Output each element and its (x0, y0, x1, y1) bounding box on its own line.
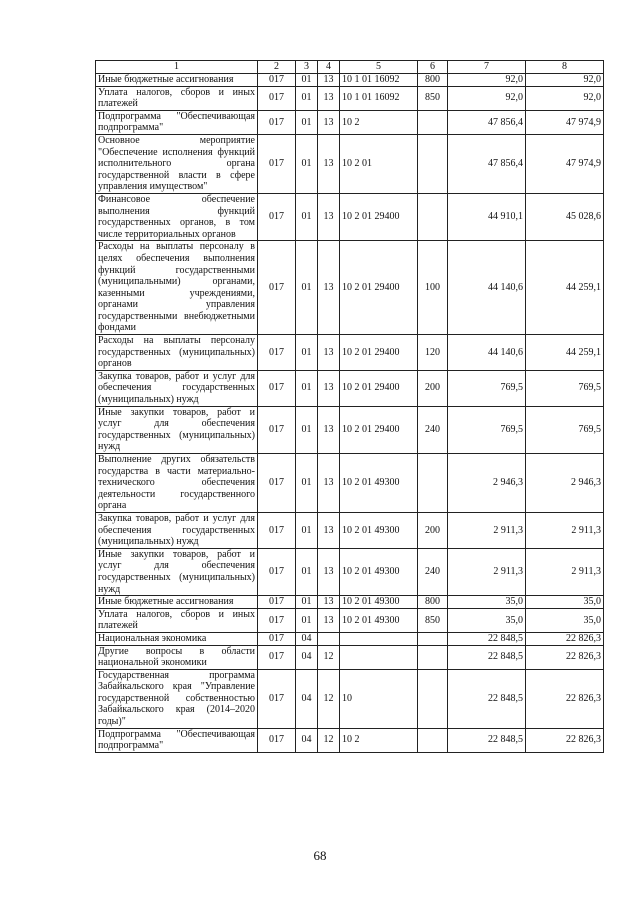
cell-subsection: 13 (318, 548, 340, 595)
cell-target-article (340, 645, 418, 669)
cell-target-article: 10 2 01 49300 (340, 596, 418, 609)
row-description: Иные закупки товаров, работ и услуг для обеспечения государственных (муниципальных) нужд (96, 406, 258, 453)
cell-expense-type: 200 (418, 370, 448, 406)
cell-section: 01 (296, 193, 318, 240)
cell-admin-code: 017 (258, 596, 296, 609)
cell-section: 01 (296, 548, 318, 595)
cell-expense-type: 120 (418, 335, 448, 371)
page-number: 68 (313, 848, 327, 863)
cell-expense-type (418, 193, 448, 240)
row-description: Расходы на выплаты персоналу в целях обеспечения выполнения функций государственными (муниципальными) органами, казенными учреждениями, органами управления государственными внебюджетными фондами (96, 241, 258, 335)
cell-amount-year-2: 92,0 (526, 74, 604, 87)
cell-admin-code: 017 (258, 241, 296, 335)
row-description: Подпрограмма "Обеспечивающая подпрограмма" (96, 110, 258, 134)
cell-expense-type (418, 134, 448, 193)
cell-amount-year-2: 47 974,9 (526, 134, 604, 193)
table-row (96, 370, 604, 406)
cell-admin-code: 017 (258, 645, 296, 669)
header-cell: 5 (340, 61, 418, 74)
cell-amount-year-2: 769,5 (526, 406, 604, 453)
cell-target-article: 10 2 01 49300 (340, 512, 418, 548)
cell-admin-code: 017 (258, 512, 296, 548)
cell-admin-code: 017 (258, 86, 296, 110)
cell-target-article: 10 2 01 49300 (340, 608, 418, 632)
cell-expense-type (418, 645, 448, 669)
cell-subsection: 13 (318, 86, 340, 110)
table-row (96, 669, 604, 728)
table-row (96, 86, 604, 110)
table-body (96, 74, 604, 753)
cell-section: 01 (296, 454, 318, 513)
row-description: Государственная программа Забайкальского края "Управление государственной собственностью Забайкальского края (2014–2020 годы)" (96, 669, 258, 728)
cell-expense-type: 800 (418, 596, 448, 609)
cell-amount-year-2: 22 826,3 (526, 632, 604, 645)
cell-target-article: 10 1 01 16092 (340, 86, 418, 110)
cell-amount-year-1: 22 848,5 (448, 645, 526, 669)
table-row (96, 632, 604, 645)
cell-target-article: 10 2 01 29400 (340, 335, 418, 371)
cell-section: 04 (296, 645, 318, 669)
cell-expense-type: 100 (418, 241, 448, 335)
cell-amount-year-2: 44 259,1 (526, 241, 604, 335)
cell-admin-code: 017 (258, 134, 296, 193)
row-description: Иные бюджетные ассигнования (96, 74, 258, 87)
cell-amount-year-1: 35,0 (448, 596, 526, 609)
cell-subsection: 13 (318, 110, 340, 134)
cell-target-article: 10 1 01 16092 (340, 74, 418, 87)
cell-admin-code: 017 (258, 74, 296, 87)
cell-section: 01 (296, 74, 318, 87)
cell-subsection: 13 (318, 193, 340, 240)
row-description: Расходы на выплаты персоналу государственных (муниципальных) органов (96, 335, 258, 371)
cell-expense-type: 850 (418, 608, 448, 632)
cell-subsection: 13 (318, 74, 340, 87)
cell-amount-year-1: 2 911,3 (448, 512, 526, 548)
cell-amount-year-2: 47 974,9 (526, 110, 604, 134)
cell-expense-type (418, 669, 448, 728)
table-row (96, 335, 604, 371)
cell-admin-code: 017 (258, 406, 296, 453)
row-description: Финансовое обеспечение выполнения функций государственных органов, в том числе территориальных органов (96, 193, 258, 240)
cell-admin-code: 017 (258, 193, 296, 240)
cell-amount-year-1: 769,5 (448, 370, 526, 406)
cell-section: 01 (296, 370, 318, 406)
table-row (96, 74, 604, 87)
cell-amount-year-1: 35,0 (448, 608, 526, 632)
cell-expense-type: 200 (418, 512, 448, 548)
table-row (96, 512, 604, 548)
cell-admin-code: 017 (258, 335, 296, 371)
cell-admin-code: 017 (258, 669, 296, 728)
cell-subsection: 12 (318, 669, 340, 728)
cell-target-article: 10 2 01 49300 (340, 454, 418, 513)
cell-target-article: 10 2 01 29400 (340, 193, 418, 240)
cell-amount-year-2: 45 028,6 (526, 193, 604, 240)
row-description: Выполнение других обязательств государства в части материально-технического обеспечения деятельности государственного органа (96, 454, 258, 513)
table-row (96, 406, 604, 453)
cell-amount-year-2: 44 259,1 (526, 335, 604, 371)
cell-amount-year-1: 44 910,1 (448, 193, 526, 240)
row-description: Иные бюджетные ассигнования (96, 596, 258, 609)
cell-section: 01 (296, 134, 318, 193)
row-description: Уплата налогов, сборов и иных платежей (96, 86, 258, 110)
cell-subsection: 12 (318, 645, 340, 669)
cell-amount-year-2: 35,0 (526, 596, 604, 609)
row-description: Подпрограмма "Обеспечивающая подпрограмма" (96, 728, 258, 752)
cell-amount-year-1: 769,5 (448, 406, 526, 453)
cell-subsection: 13 (318, 406, 340, 453)
cell-subsection: 13 (318, 370, 340, 406)
cell-amount-year-1: 22 848,5 (448, 669, 526, 728)
cell-amount-year-2: 22 826,3 (526, 728, 604, 752)
header-cell: 2 (258, 61, 296, 74)
cell-expense-type: 240 (418, 548, 448, 595)
table-row (96, 596, 604, 609)
cell-target-article: 10 2 01 (340, 134, 418, 193)
cell-target-article (340, 632, 418, 645)
cell-target-article: 10 2 01 29400 (340, 406, 418, 453)
header-cell: 3 (296, 61, 318, 74)
cell-admin-code: 017 (258, 632, 296, 645)
cell-expense-type (418, 632, 448, 645)
cell-subsection (318, 632, 340, 645)
cell-amount-year-2: 22 826,3 (526, 669, 604, 728)
cell-subsection: 13 (318, 134, 340, 193)
cell-section: 01 (296, 512, 318, 548)
header-cell: 7 (448, 61, 526, 74)
cell-amount-year-2: 2 946,3 (526, 454, 604, 513)
cell-section: 04 (296, 632, 318, 645)
cell-target-article: 10 2 01 29400 (340, 241, 418, 335)
header-cell: 8 (526, 61, 604, 74)
cell-amount-year-2: 35,0 (526, 608, 604, 632)
cell-amount-year-1: 2 911,3 (448, 548, 526, 595)
row-description: Закупка товаров, работ и услуг для обеспечения государственных (муниципальных) нужд (96, 370, 258, 406)
table-row (96, 645, 604, 669)
cell-amount-year-1: 44 140,6 (448, 241, 526, 335)
cell-admin-code: 017 (258, 608, 296, 632)
cell-amount-year-1: 92,0 (448, 86, 526, 110)
cell-section: 01 (296, 335, 318, 371)
header-cell: 4 (318, 61, 340, 74)
table-row (96, 608, 604, 632)
header-cell: 6 (418, 61, 448, 74)
row-description: Уплата налогов, сборов и иных платежей (96, 608, 258, 632)
cell-target-article: 10 (340, 669, 418, 728)
cell-amount-year-2: 92,0 (526, 86, 604, 110)
cell-expense-type: 850 (418, 86, 448, 110)
cell-subsection: 13 (318, 454, 340, 513)
cell-amount-year-1: 2 946,3 (448, 454, 526, 513)
cell-expense-type: 800 (418, 74, 448, 87)
cell-admin-code: 017 (258, 728, 296, 752)
header-cell: 1 (96, 61, 258, 74)
row-description: Другие вопросы в области национальной экономики (96, 645, 258, 669)
cell-target-article: 10 2 (340, 728, 418, 752)
table-row (96, 728, 604, 752)
cell-section: 01 (296, 406, 318, 453)
cell-amount-year-2: 2 911,3 (526, 512, 604, 548)
cell-admin-code: 017 (258, 548, 296, 595)
table-row (96, 134, 604, 193)
header-row (96, 61, 604, 74)
table-row (96, 193, 604, 240)
cell-section: 01 (296, 596, 318, 609)
cell-subsection: 13 (318, 241, 340, 335)
cell-amount-year-2: 769,5 (526, 370, 604, 406)
cell-amount-year-2: 2 911,3 (526, 548, 604, 595)
row-description: Закупка товаров, работ и услуг для обеспечения государственных (муниципальных) нужд (96, 512, 258, 548)
cell-amount-year-1: 22 848,5 (448, 632, 526, 645)
cell-amount-year-1: 47 856,4 (448, 134, 526, 193)
table-row (96, 454, 604, 513)
cell-admin-code: 017 (258, 370, 296, 406)
cell-expense-type: 240 (418, 406, 448, 453)
cell-subsection: 13 (318, 596, 340, 609)
cell-section: 01 (296, 608, 318, 632)
table-row (96, 548, 604, 595)
row-description: Национальная экономика (96, 632, 258, 645)
cell-section: 01 (296, 110, 318, 134)
cell-expense-type (418, 728, 448, 752)
budget-table (95, 60, 604, 753)
cell-subsection: 13 (318, 512, 340, 548)
cell-target-article: 10 2 01 49300 (340, 548, 418, 595)
cell-expense-type (418, 454, 448, 513)
cell-section: 01 (296, 241, 318, 335)
cell-amount-year-1: 92,0 (448, 74, 526, 87)
table-row (96, 110, 604, 134)
cell-target-article: 10 2 01 29400 (340, 370, 418, 406)
cell-subsection: 13 (318, 608, 340, 632)
cell-admin-code: 017 (258, 110, 296, 134)
cell-section: 04 (296, 728, 318, 752)
cell-amount-year-1: 44 140,6 (448, 335, 526, 371)
cell-section: 04 (296, 669, 318, 728)
cell-subsection: 12 (318, 728, 340, 752)
table-row (96, 241, 604, 335)
cell-admin-code: 017 (258, 454, 296, 513)
row-description: Основное мероприятие "Обеспечение исполнения функций исполнительного органа государственной власти в сфере управления имуществом" (96, 134, 258, 193)
cell-amount-year-1: 22 848,5 (448, 728, 526, 752)
cell-section: 01 (296, 86, 318, 110)
cell-target-article: 10 2 (340, 110, 418, 134)
row-description: Иные закупки товаров, работ и услуг для обеспечения государственных (муниципальных) нужд (96, 548, 258, 595)
cell-subsection: 13 (318, 335, 340, 371)
cell-expense-type (418, 110, 448, 134)
cell-amount-year-1: 47 856,4 (448, 110, 526, 134)
cell-amount-year-2: 22 826,3 (526, 645, 604, 669)
